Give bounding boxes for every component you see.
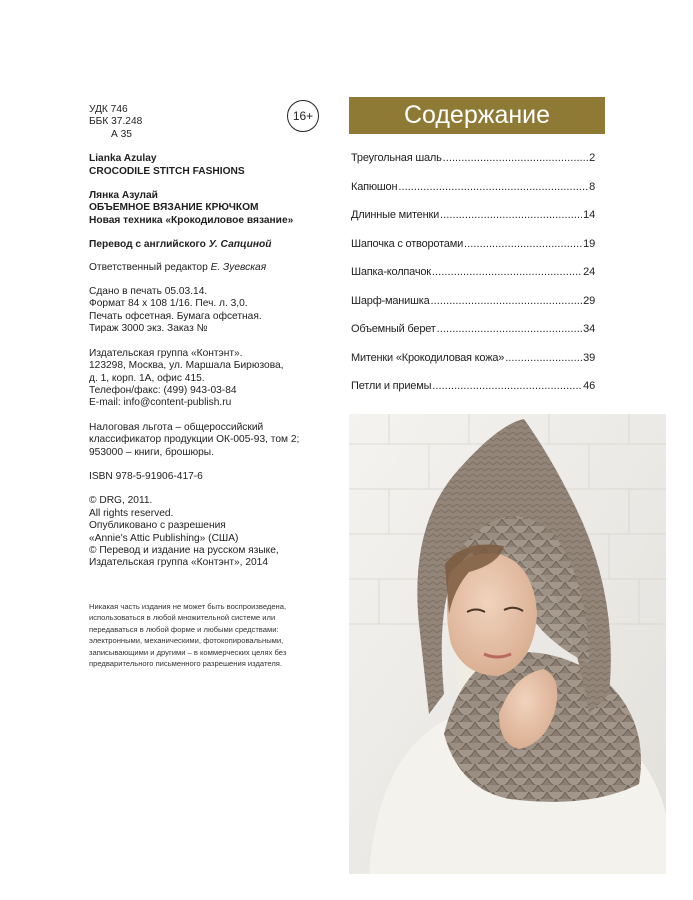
- toc-item-page: 2: [589, 152, 595, 164]
- title-ru: ОБЪЕМНОЕ ВЯЗАНИЕ КРЮЧКОМ: [89, 202, 259, 214]
- toc-item-title: Шарф-манишка: [351, 294, 430, 307]
- isbn: ISBN 978-5-91906-417-6: [89, 470, 203, 482]
- toc-item[interactable]: [351, 295, 595, 324]
- table-of-contents: [351, 152, 595, 409]
- rights-line: «Annie's Attic Publishing» (США): [89, 532, 239, 544]
- notice-line: предварительного письменного разрешения издателя.: [89, 659, 282, 669]
- author-en: Lianka Azulay: [89, 153, 157, 165]
- udk-code: УДК 746: [89, 104, 128, 115]
- translation-credit: [89, 239, 329, 251]
- notice-line: использоваться в любой множительной системе или: [89, 613, 276, 623]
- rights-line: Издательская группа «Контэнт», 2014: [89, 557, 269, 569]
- toc-item-title: Объемный берет: [351, 323, 436, 335]
- imprint-block: [89, 104, 329, 570]
- notice-line: записывающими и другими – в коммерческих целях без: [89, 647, 287, 657]
- toc-item-page: 14: [583, 209, 595, 221]
- toc-item-title: Капюшон: [351, 180, 398, 193]
- tax-line: Налоговая льгота – общероссийский: [89, 421, 264, 433]
- author-mark: А 35: [111, 128, 132, 140]
- toc-item[interactable]: [351, 380, 595, 409]
- toc-item-title: Митенки «Крокодиловая кожа»: [351, 351, 505, 364]
- title-en: CROCODILE STITCH FASHIONS: [89, 165, 245, 177]
- copyright-notice: [89, 601, 314, 669]
- toc-leader: [432, 266, 582, 278]
- rights-line: All rights reserved.: [89, 507, 174, 519]
- toc-item-page: 29: [583, 294, 595, 307]
- toc-item[interactable]: [351, 323, 595, 352]
- print-line: Формат 84 х 108 1/16. Печ. л. 3,0.: [89, 298, 248, 310]
- publisher-info: [89, 348, 329, 410]
- toc-item-page: 24: [583, 266, 595, 278]
- subtitle-ru: Новая техника «Крокодиловое вязание»: [89, 214, 294, 226]
- toc-item[interactable]: [351, 352, 595, 381]
- toc-leader: [398, 181, 588, 193]
- bbk-code: ББК 37.248: [89, 116, 143, 128]
- notice-line: электронными, механическими, фотокопировальными,: [89, 636, 284, 646]
- toc-item-page: 8: [589, 180, 595, 193]
- toc-leader: [505, 352, 582, 364]
- contents-header: Содержание: [349, 97, 605, 134]
- toc-item[interactable]: [351, 238, 595, 267]
- toc-item-page: 46: [583, 380, 595, 392]
- toc-item-title: Треугольная шаль: [351, 152, 442, 164]
- toc-item-page: 39: [583, 351, 595, 364]
- tax-info: [89, 422, 329, 459]
- editor-credit: [89, 262, 329, 274]
- toc-leader: [440, 209, 582, 221]
- toc-item[interactable]: [351, 181, 595, 210]
- tax-line: классификатор продукции ОК-005-93, том 2;: [89, 434, 300, 446]
- print-line: Сдано в печать 05.03.14.: [89, 286, 208, 298]
- toc-item-title: Шапочка с отворотами: [351, 237, 464, 250]
- notice-line: передаваться в любой форме и любыми средствами:: [89, 624, 279, 634]
- toc-item[interactable]: [351, 209, 595, 238]
- toc-item-title: Петли и приемы: [351, 380, 432, 392]
- toc-leader: [464, 238, 582, 250]
- publisher-line: Издательская группа «Контэнт».: [89, 347, 243, 359]
- translation-label: Перевод с английского: [89, 239, 209, 251]
- notice-line: Никакая часть издания не может быть воспроизведена,: [89, 602, 287, 611]
- woman-in-crocodile-stitch-hood-photo: [349, 414, 666, 874]
- toc-item-title: Длинные митенки: [351, 209, 440, 221]
- classification-codes: [89, 104, 329, 141]
- author-ru: Лянка Азулай: [89, 190, 158, 202]
- toc-item[interactable]: [351, 152, 595, 181]
- translator-name: У. Сапциной: [208, 239, 272, 251]
- rights-line: © DRG, 2011.: [89, 495, 153, 507]
- print-line: Печать офсетная. Бумага офсетная.: [89, 310, 262, 322]
- toc-leader: [431, 295, 583, 307]
- rights-line: Опубликовано с разрешения: [89, 520, 226, 532]
- rights-line: © Перевод и издание на русском языке,: [89, 544, 279, 556]
- publisher-line: E-mail: info@content-publish.ru: [89, 397, 232, 409]
- age-rating-badge: 16+: [287, 100, 319, 132]
- toc-item-page: 34: [583, 323, 595, 335]
- toc-leader: [432, 380, 582, 392]
- publisher-line: 123298, Москва, ул. Маршала Бирюзова,: [89, 360, 284, 372]
- print-line: Тираж 3000 экз. Заказ №: [89, 323, 208, 335]
- toc-leader: [443, 152, 588, 164]
- editor-label: Ответственный редактор: [89, 261, 211, 273]
- editor-name: Е. Зуевская: [210, 261, 267, 273]
- tax-line: 953000 – книги, брошюры.: [89, 446, 214, 458]
- toc-item[interactable]: [351, 266, 595, 295]
- print-info: [89, 286, 329, 336]
- toc-item-title: Шапка-колпачок: [351, 266, 431, 278]
- rights-info: [89, 495, 329, 569]
- publisher-line: д. 1, корп. 1А, офис 415.: [89, 372, 205, 384]
- toc-leader: [437, 323, 583, 335]
- publisher-line: Телефон/факс: (499) 943-03-84: [89, 384, 237, 396]
- toc-item-page: 19: [583, 237, 595, 250]
